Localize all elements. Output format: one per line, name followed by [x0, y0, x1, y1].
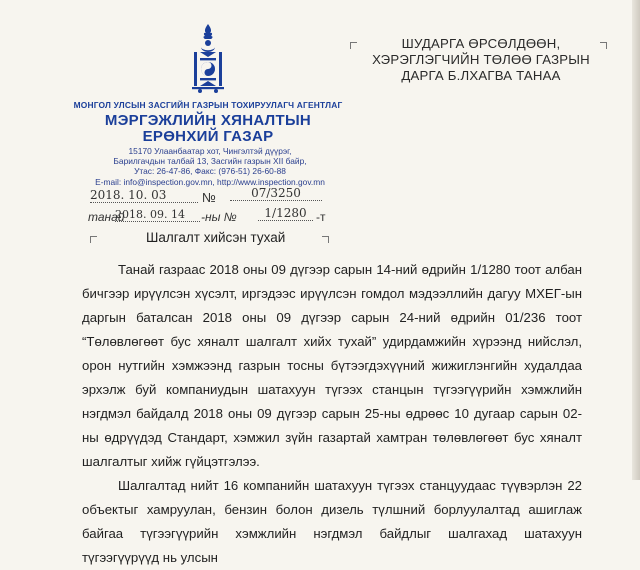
letter-body — [82, 258, 582, 570]
phone-line: Утас: 26-47-86, Факс: (976-51) 26-60-88 — [134, 166, 286, 177]
body-paragraph-2 — [82, 474, 582, 570]
subject-bracket-right — [322, 236, 329, 243]
recipient-line1: ШУДАРГА ӨРСӨЛДӨӨН, — [401, 36, 561, 51]
address-line2: Барилгачдын талбай 13, Засгийн газрын XII байр, — [113, 156, 307, 167]
agency-name: МОНГОЛ УЛСЫН ЗАСГИЙН ГАЗРЫН ТОХИРУУЛАГЧ АГЕНТЛАГ — [73, 100, 343, 110]
recipient-block — [344, 36, 618, 84]
letter-subject: Шалгалт хийсэн тухай — [146, 230, 286, 245]
subject-bracket-left — [90, 236, 97, 243]
body-paragraph-1-text: Танай газраас 2018 оны 09 дүгээр сарын 14-ний өдрийн 1/1280 тоот албан бичгээр ирүүлсэн хүсэлт, иргэдээс ирүүлсэн гомдол мэдээллийн дагуу МХЕГ-ын даргын баталсан 2018 оны 09 дүгээр сарын 24-ний өдрийн 01/236 тоот “Төлөвлөгөөт бус хяналт шалгалт хийх тухай” удирдамжийн хүрээнд нийслэл, орон нутгийн хэмжээнд газрын тосны бүтээгдэхүүний жижиглэнгийн худалдаа эрхэлж буй компаниудын шатахуун түгээх станцын түгээгүүрийн хэмжлийн нэгдмэл байдалд 2018 оны 09 дүгээр сарын 25-ны өдрөөс 10 дугаар сарын 02-ны өдрүүдэд Стандарт, хэмжил зүйн газартай хамтран төлөвлөгөөт бус хяналт шалгалтыг хийж гүйцэтгэлээ. — [82, 262, 582, 469]
agency-header — [60, 100, 356, 145]
recipient-line3: ДАРГА Б.ЛХАГВА ТАНАА — [401, 68, 561, 83]
reference-number: 1/1280 — [258, 206, 313, 221]
registration-number: 07/3250 — [230, 186, 322, 201]
soyombo-emblem-icon — [186, 24, 230, 94]
reference-no-label: -ны № — [201, 210, 237, 224]
email-web-line: E-mail: info@inspection.gov.mn, http://www.inspection.gov.mn — [95, 176, 325, 187]
body-paragraph-1 — [82, 258, 582, 474]
page-edge-shadow — [632, 0, 640, 480]
reference-suffix: -т — [316, 210, 326, 224]
org-name-line2: ЕРӨНХИЙ ГАЗАР — [142, 128, 274, 145]
registration-no-label: № — [202, 190, 216, 205]
recipient-line2: ХЭРЭГЛЭГЧИЙН ТӨЛӨӨ ГАЗРЫН — [372, 52, 590, 67]
reference-date: 2018. 09. 14 — [115, 208, 200, 222]
address-line1: 15170 Улаанбаатар хот, Чингэлтэй дүүрэг, — [128, 146, 292, 156]
registration-date: 2018. 10. 03 — [90, 188, 198, 203]
address-block — [60, 146, 360, 187]
org-name-line1: МЭРГЭЖЛИЙН ХЯНАЛТЫН — [104, 112, 312, 129]
body-paragraph-2-text: Шалгалтад нийт 16 компанийн шатахуун түгээх станцуудаас түүвэрлэн 22 объектыг хамруулан, бензин болон дизель түлшний борлуулалтад ашиглаж байгаа түгээгүүрийн хэмжлийн нэгдмэл байдлыг шалгахад шатахуун түгээгүүрүүд нь улсын — [82, 478, 582, 565]
reference-prefix: танай — [88, 210, 125, 224]
